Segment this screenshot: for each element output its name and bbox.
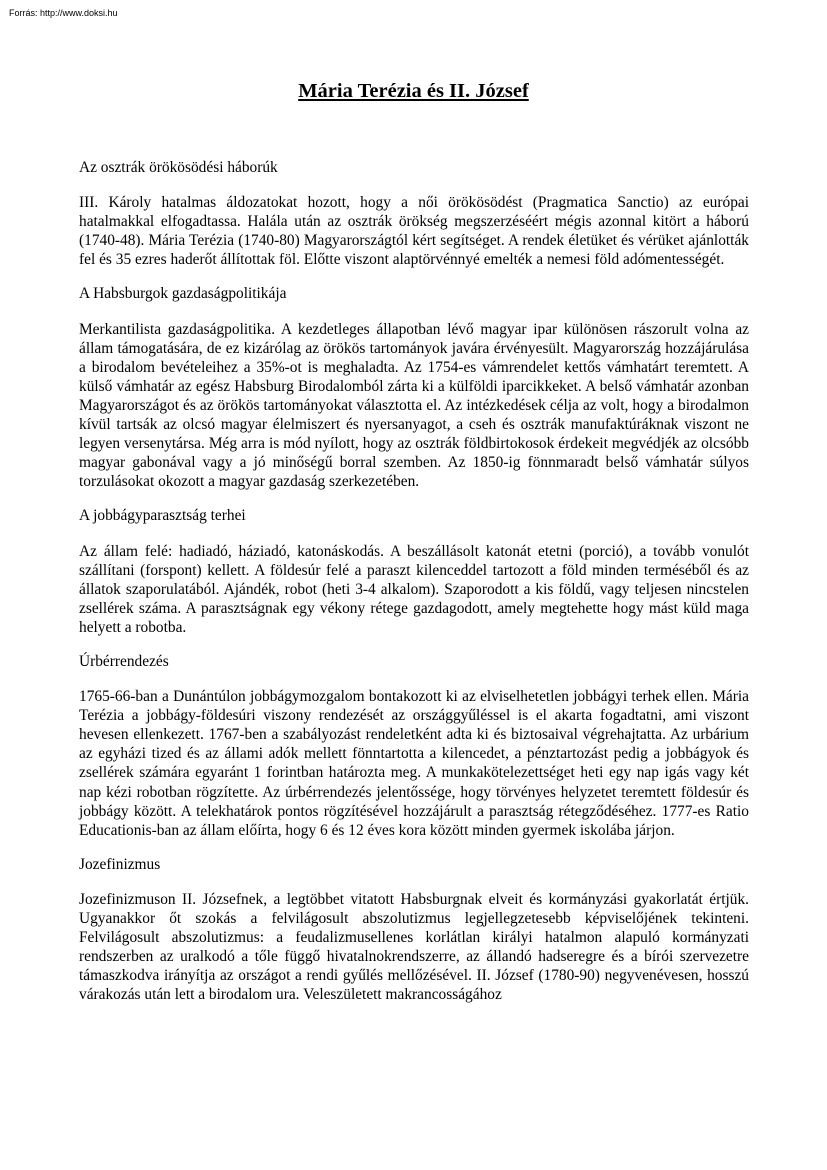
section-paragraph: Merkantilista gazdaságpolitika. A kezdetleges állapotban lévő magyar ipar különösen rászorult volna az állam támogatására, de ez kizárólag az örökös tartományok javára érvényesült. Magyarország hozzájárulása a birodalom bevételeihez a 35%-ot is meghaladta. Az 1754-es vámrendelet kettős vámhatárt teremtett. A külső vámhatár az egész Habsburg Birodalomból zárta ki a külföldi iparcikkeket. A belső vámhatár azonban Magyarországot és az örökös tartományokat választotta el. Az intézkedések célja az volt, hogy a birodalmon kívül tartsák az olcsó magyar élelmiszert és nyersanyagot, a cseh és osztrák manufaktúráknak viszont ne legyen versenytársa. Még arra is mód nyílott, hogy az osztrák földbirtokosok érdekeit megvédjék az olcsóbb magyar gabonával vagy a jó minőségű borral szemben. Az 1850-ig fönnmaradt belső vámhatár súlyos torzulásokat okozott a magyar gazdaság szerkezetében. [79, 320, 749, 491]
section-heading: Úrbérrendezés [79, 652, 169, 670]
section-jozefinizmus [79, 855, 749, 1005]
section-heading: Jozefinizmus [79, 855, 161, 873]
section-paragraph: Jozefinizmuson II. Józsefnek, a legtöbbet vitatott Habsburgnak elveit és kormányzási gyakorlatát értjük. Ugyanakkor őt szokás a felvilágosult abszolutizmus legjellegzetesebb képviselőjének tekinteni. Felvilágosult abszolutizmus: a feudalizmusellenes korlátlan királyi hatalmon alapuló kormányzati rendszerben az uralkodó a tőle függő hivatalnokrendszerre, az állandó hadseregre és a bírói szervezetre támaszkodva irányítja az országot a rendi gyűlés mellőzésével. II. József (1780-90) negyvenévesen, hosszú várakozás után lett a birodalom ura. Veleszületett makrancosságához [79, 890, 749, 1004]
section-jobbagyparasztsag-terhei [79, 506, 749, 637]
section-heading: A Habsburgok gazdaságpolitikája [79, 285, 287, 303]
section-paragraph: 1765-66-ban a Dunántúlon jobbágymozgalom bontakozott ki az elviselhetetlen jobbágyi terhek ellen. Mária Terézia a jobbágy-földesúri viszony rendezését az országgyűléssel is el akarta fogadtatni, ami viszont hevesen ellenkezett. 1767-ben a szabályozást rendeletként adta ki és biztosaival végrehajtatta. Az urbárium az egyházi tized és az állami adók mellett fönntartotta a kilencedet, a pénztartozást pedig a jobbágyok és zsellérek számára egyaránt 1 forintban határozta meg. A munkakötelezettséget heti egy nap igás vagy két nap kézi robotban rögzítette. Az úrbérrendezés jelentőssége, hogy törvényes helyzetet teremtett földesúr és jobbágy között. A telekhatárok pontos rögzítésével hozzájárult a parasztság rétegződéséhez. 1777-es Ratio Educationis-ban az állam előírta, hogy 6 és 12 éves kora között minden gyermek iskolába járjon. [79, 688, 749, 839]
document-title: Mária Terézia és II. József [298, 80, 529, 102]
section-urberrendezes [79, 652, 749, 840]
document-body [79, 158, 749, 1019]
section-osztrak-oroksodesi-haboruk [79, 158, 749, 269]
source-note: Forrás: http://www.doksi.hu [9, 8, 118, 18]
section-paragraph: III. Károly hatalmas áldozatokat hozott, hogy a női örökösödést (Pragmatica Sanctio) az európai hatalmakkal elfogadtassa. Halála után az osztrák örökség megszerzéséért mégis azonnal kitört a háború (1740-48). Mária Terézia (1740-80) Magyarországtól kért segítséget. A rendek életüket és vérüket ajánlották fel és 35 ezres haderőt állítottak föl. Előtte viszont alaptörvénnyé emelték a nemesi föld adómentességét. [79, 194, 749, 269]
section-heading: Az osztrák örökösödési háborúk [79, 159, 278, 176]
section-heading: A jobbágyparasztság terhei [79, 507, 246, 525]
section-paragraph: Az állam felé: hadiadó, háziadó, katonáskodás. A beszállásolt katonát etetni (porció), a tovább vonulót szállítani (forspont) kellett. A földesúr felé a paraszt kilenceddel tartozott a föld minden terméséből és az állatok szaporulatából. Ajándék, robot (heti 3-4 alkalom). Szaporodott a kis földű, vagy teljesen nincstelen zsellérek száma. A parasztságnak egy vékony rétege gazdagodott, amely megtehette hogy mást küld maga helyett a robotba. [79, 542, 749, 636]
section-gazdasagpolitika [79, 284, 749, 491]
